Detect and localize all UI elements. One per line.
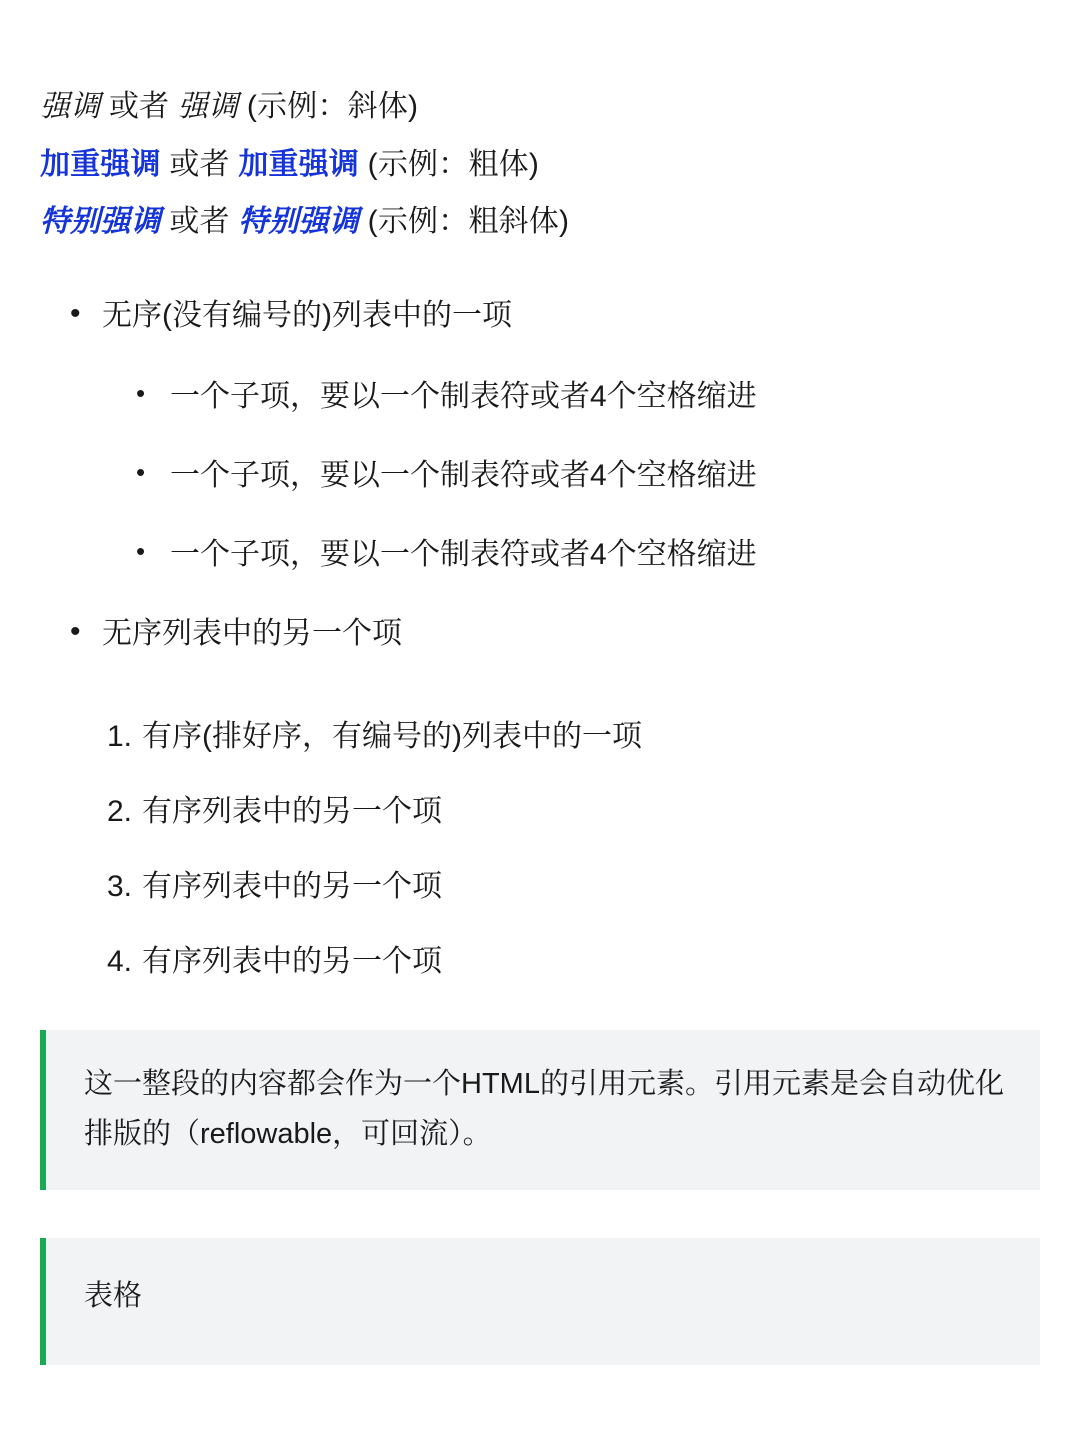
emphasis-bold-sample-2: 加重强调: [238, 147, 360, 181]
ordered-item-2-label: 有序列表中的另一个项: [142, 794, 442, 828]
emphasis-conjunction-3: 或者: [169, 205, 230, 239]
blockquote-table: [40, 1238, 1040, 1366]
unordered-sublist: [102, 374, 1040, 577]
unordered-subitem-2-label: 一个子项，要以一个制表符或者4个空格缩进: [170, 458, 757, 492]
emphasis-bold-italic-sample-1: 特别强调: [40, 205, 161, 239]
emphasis-note-italic: (示例：斜体): [246, 90, 419, 123]
emphasis-italic-sample-1: 强调: [40, 90, 101, 123]
emphasis-note-bold: (示例：粗体): [367, 147, 540, 181]
list-item: [62, 611, 1040, 656]
unordered-subitem-3-label: 一个子项，要以一个制表符或者4个空格缩进: [170, 537, 757, 571]
blockquote-main: [40, 1030, 1040, 1190]
emphasis-bold-italic-sample-2: 特别强调: [238, 205, 360, 239]
emphasis-italic-sample-2: 强调: [177, 90, 239, 123]
ordered-list: [40, 714, 1040, 984]
list-item: [56, 714, 1040, 759]
emphasis-section: [40, 78, 1040, 251]
emphasis-conjunction-1: 或者: [108, 90, 170, 123]
ordered-item-4-label: 有序列表中的另一个项: [142, 944, 442, 978]
emphasis-note-bold-italic: (示例：粗斜体): [367, 205, 570, 239]
list-item: [132, 453, 1040, 498]
list-item: [56, 789, 1040, 834]
blockquote-main-text: 这一整段的内容都会作为一个HTML的引用元素。引用元素是会自动优化排版的（reflowable，可回流）。: [84, 1067, 1004, 1150]
emphasis-bold-sample-1: 加重强调: [40, 147, 161, 181]
emphasis-conjunction-2: 或者: [169, 147, 230, 181]
unordered-item-2-label: 无序列表中的另一个项: [102, 616, 402, 650]
unordered-subitem-1-label: 一个子项，要以一个制表符或者4个空格缩进: [170, 379, 757, 413]
list-item: [62, 293, 1040, 577]
list-item: [132, 532, 1040, 577]
list-item: [56, 939, 1040, 984]
emphasis-line-bold-italic: [40, 193, 1040, 251]
list-item: [132, 374, 1040, 419]
ordered-item-1-label: 有序(排好序，有编号的)列表中的一项: [142, 719, 642, 753]
emphasis-line-bold: [40, 136, 1040, 194]
list-item: [56, 864, 1040, 909]
unordered-list: [40, 293, 1040, 656]
ordered-item-3-label: 有序列表中的另一个项: [142, 869, 442, 903]
emphasis-line-italic: [40, 78, 1040, 136]
blockquote-table-text: 表格: [84, 1279, 143, 1312]
unordered-item-1-label: 无序(没有编号的)列表中的一项: [102, 298, 512, 332]
